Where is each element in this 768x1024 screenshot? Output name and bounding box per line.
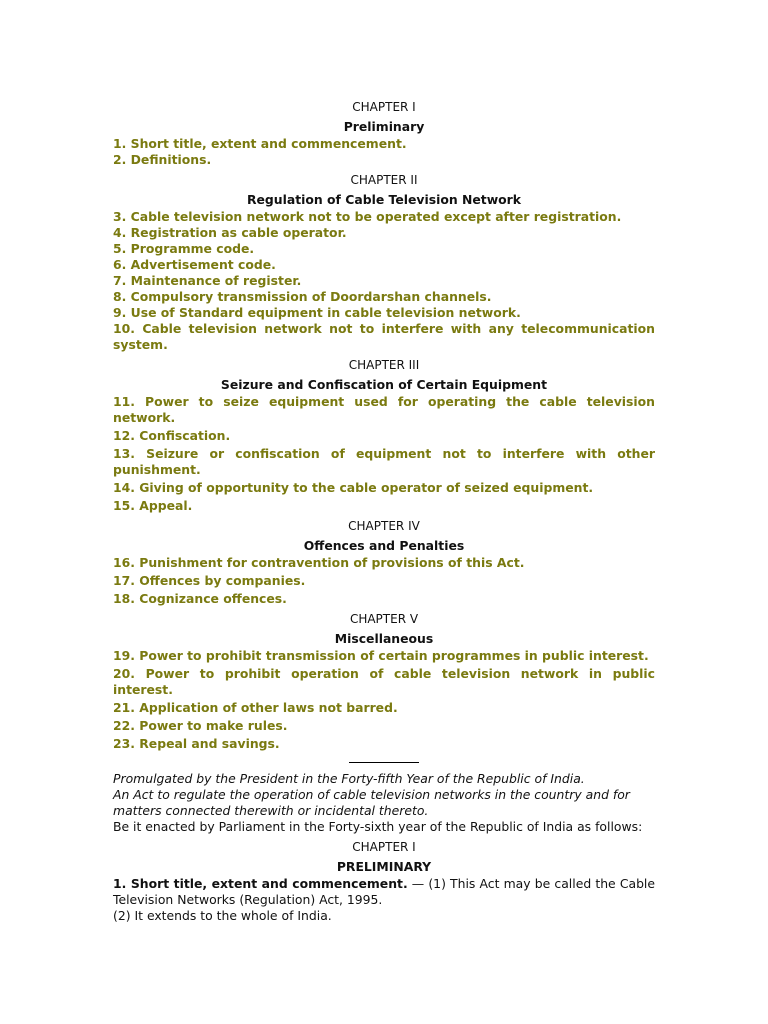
toc-item[interactable]: 23. Repeal and savings. xyxy=(113,736,280,751)
chapter-heading: Miscellaneous xyxy=(334,631,434,646)
chapter-label: CHAPTER III xyxy=(348,358,420,372)
toc-item[interactable]: 18. Cognizance offences. xyxy=(113,591,287,606)
section-divider xyxy=(349,762,419,763)
toc-item[interactable]: 22. Power to make rules. xyxy=(113,718,288,733)
toc-item[interactable]: 12. Confiscation. xyxy=(113,428,231,443)
chapter-heading: Preliminary xyxy=(343,119,425,134)
chapter-label: CHAPTER V xyxy=(349,612,419,626)
section-1 xyxy=(113,876,655,908)
toc-item[interactable]: 2. Definitions. xyxy=(113,152,212,167)
section-1-subsection-2: (2) It extends to the whole of India. xyxy=(113,908,332,923)
promulgation-note: Promulgated by the President in the Forty-fifth Year of the Republic of India. xyxy=(113,771,585,786)
document xyxy=(113,95,655,924)
section-1-text: — (1) This Act may be called the Cable Television Networks (Regulation) Act, 1995. xyxy=(113,876,655,907)
chapter-heading: PRELIMINARY xyxy=(336,859,432,874)
chapter-heading: Offences and Penalties xyxy=(303,538,465,553)
toc-item[interactable]: 20. Power to prohibit operation of cable television network in public interest. xyxy=(113,666,655,697)
toc-item[interactable]: 1. Short title, extent and commencement. xyxy=(113,136,407,151)
toc-item[interactable]: 4. Registration as cable operator. xyxy=(113,225,347,240)
toc-item[interactable]: 21. Application of other laws not barred. xyxy=(113,700,398,715)
toc-item[interactable]: 16. Punishment for contravention of provisions of this Act. xyxy=(113,555,525,570)
toc-item[interactable]: 7. Maintenance of register. xyxy=(113,273,302,288)
toc-item[interactable]: 10. Cable television network not to interfere with any telecommunication system. xyxy=(113,321,655,352)
chapter-label: CHAPTER I xyxy=(352,100,416,114)
toc-item[interactable]: 14. Giving of opportunity to the cable operator of seized equipment. xyxy=(113,480,594,495)
toc-item[interactable]: 13. Seizure or confiscation of equipment not to interfere with other punishment. xyxy=(113,446,655,477)
enacting-clause: Be it enacted by Parliament in the Forty-sixth year of the Republic of India as follows: xyxy=(113,819,643,834)
toc-item[interactable]: 19. Power to prohibit transmission of certain programmes in public interest. xyxy=(113,648,649,663)
toc-item[interactable]: 9. Use of Standard equipment in cable television network. xyxy=(113,305,521,320)
toc-item[interactable]: 15. Appeal. xyxy=(113,498,193,513)
toc-item[interactable]: 5. Programme code. xyxy=(113,241,255,256)
toc-item[interactable]: 17. Offences by companies. xyxy=(113,573,306,588)
toc-item[interactable]: 11. Power to seize equipment used for operating the cable television network. xyxy=(113,394,655,425)
toc-item[interactable]: 3. Cable television network not to be operated except after registration. xyxy=(113,209,622,224)
chapter-label: CHAPTER I xyxy=(352,840,416,854)
chapter-heading: Regulation of Cable Television Network xyxy=(246,192,522,207)
section-1-title: 1. Short title, extent and commencement. xyxy=(113,876,408,891)
act-purpose: An Act to regulate the operation of cable television networks in the country and for matters connected therewith or incidental thereto. xyxy=(113,787,630,818)
toc-item[interactable]: 8. Compulsory transmission of Doordarshan channels. xyxy=(113,289,492,304)
chapter-heading: Seizure and Confiscation of Certain Equipment xyxy=(220,377,548,392)
toc-item[interactable]: 6. Advertisement code. xyxy=(113,257,276,272)
chapter-label: CHAPTER IV xyxy=(348,519,420,533)
chapter-label: CHAPTER II xyxy=(350,173,418,187)
